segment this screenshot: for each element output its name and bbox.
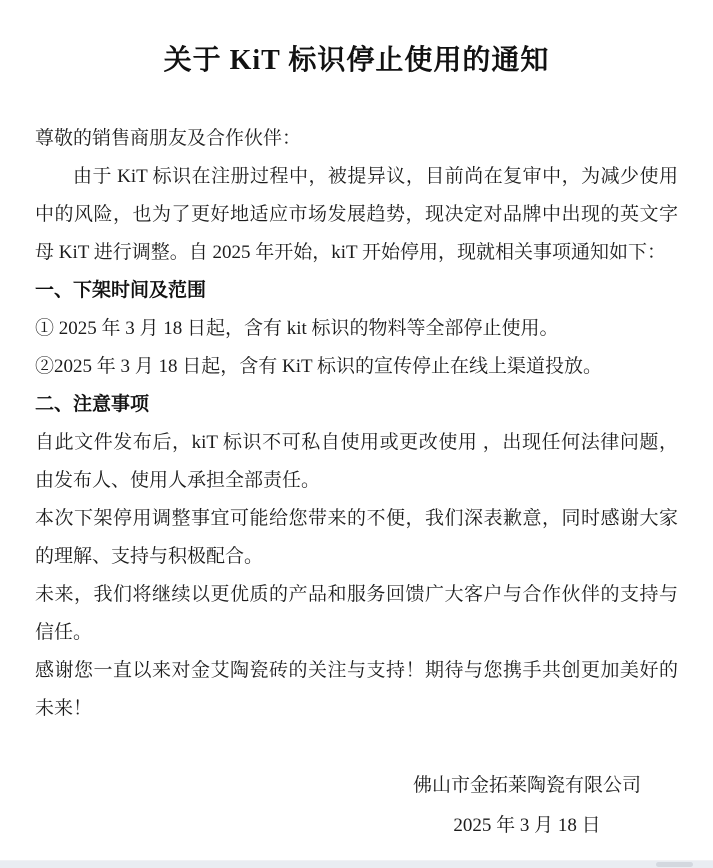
horizontal-scrollbar[interactable] — [0, 860, 713, 868]
intro-paragraph: 由于 KiT 标识在注册过程中，被提异议，目前尚在复审中，为减少使用中的风险，也为了更好地适应市场发展趋势，现决定对品牌中出现的英文字母 KiT 进行调整。自 2025 年开始，kiT 开始停用，现就相关事项通知如下： — [35, 166, 678, 263]
signature-block — [340, 766, 713, 846]
document-title: 关于 KiT 标识停止使用的通知 — [163, 45, 550, 76]
section1-item1: ① 2025 年 3 月 18 日起，含有 kit 标识的物料等全部停止使用。 — [35, 318, 559, 339]
section2-paragraph-3: 未来，我们将继续以更优质的产品和服务回馈广大客户与合作伙伴的支持与信任。 — [35, 584, 678, 643]
horizontal-scrollbar-thumb[interactable] — [656, 862, 693, 867]
salutation-line: 尊敬的销售商朋友及合作伙伴： — [35, 128, 302, 149]
section1-heading: 一、下架时间及范围 — [35, 280, 207, 301]
section2-heading: 二、注意事项 — [35, 394, 150, 415]
section1-item2: ②2025 年 3 月 18 日起，含有 KiT 标识的宣传停止在线上渠道投放。 — [35, 356, 603, 377]
signature-company: 佛山市金拓莱陶瓷有限公司 — [412, 775, 641, 796]
section2-paragraph-1: 自此文件发布后，kiT 标识不可私自使用或更改使用 ，出现任何法律问题，由发布人、使用人承担全部责任。 — [35, 432, 678, 491]
section2-paragraph-2: 本次下架停用调整事宜可能给您带来的不便，我们深表歉意，同时感谢大家的理解、支持与积极配合。 — [35, 508, 678, 567]
document-body — [0, 120, 713, 728]
section2-paragraph-4: 感谢您一直以来对金艾陶瓷砖的关注与支持！期待与您携手共创更加美好的未来！ — [35, 660, 678, 719]
signature-date: 2025 年 3 月 18 日 — [453, 815, 601, 836]
